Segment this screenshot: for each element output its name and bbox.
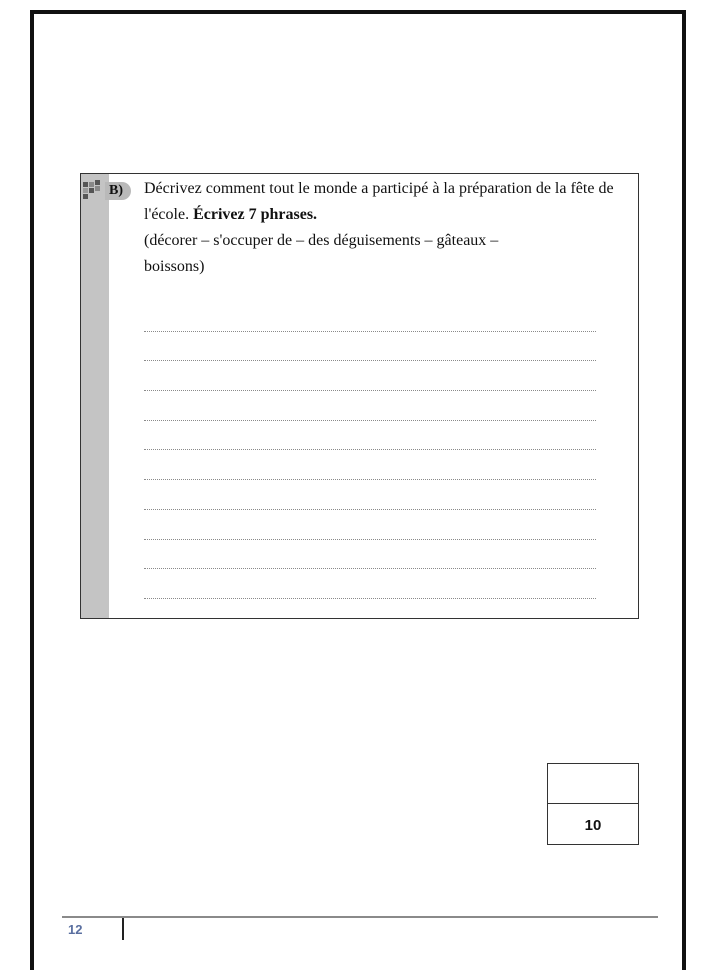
footer-rule bbox=[62, 916, 658, 918]
hint-line-2: boissons) bbox=[144, 258, 205, 275]
prompt-text: Décrivez comment tout le monde a participé à la préparation de la fête de l'école. bbox=[144, 180, 614, 223]
answer-line[interactable] bbox=[144, 450, 596, 480]
score-box bbox=[547, 763, 639, 845]
answer-line[interactable] bbox=[144, 421, 596, 451]
answer-line[interactable] bbox=[144, 480, 596, 510]
answer-line[interactable] bbox=[144, 302, 596, 332]
hint-line-1: (décorer – s'occuper de – des déguisements – gâteaux – bbox=[144, 232, 499, 249]
page-number: 12 bbox=[68, 922, 83, 937]
exercise-label: B) bbox=[105, 182, 131, 200]
answer-line[interactable] bbox=[144, 510, 596, 540]
sidebar-bar bbox=[81, 174, 109, 618]
answer-line[interactable] bbox=[144, 540, 596, 570]
answer-lines[interactable] bbox=[144, 302, 596, 599]
exercise-b-box bbox=[80, 173, 639, 619]
answer-line[interactable] bbox=[144, 391, 596, 421]
score-field[interactable] bbox=[548, 764, 638, 804]
answer-line[interactable] bbox=[144, 332, 596, 362]
score-max: 10 bbox=[584, 817, 602, 834]
answer-line[interactable] bbox=[144, 361, 596, 391]
answer-line[interactable] bbox=[144, 569, 596, 599]
prompt-instruction: Écrivez 7 phrases. bbox=[193, 206, 318, 223]
footer-divider bbox=[122, 918, 124, 940]
exercise-prompt bbox=[144, 176, 614, 280]
